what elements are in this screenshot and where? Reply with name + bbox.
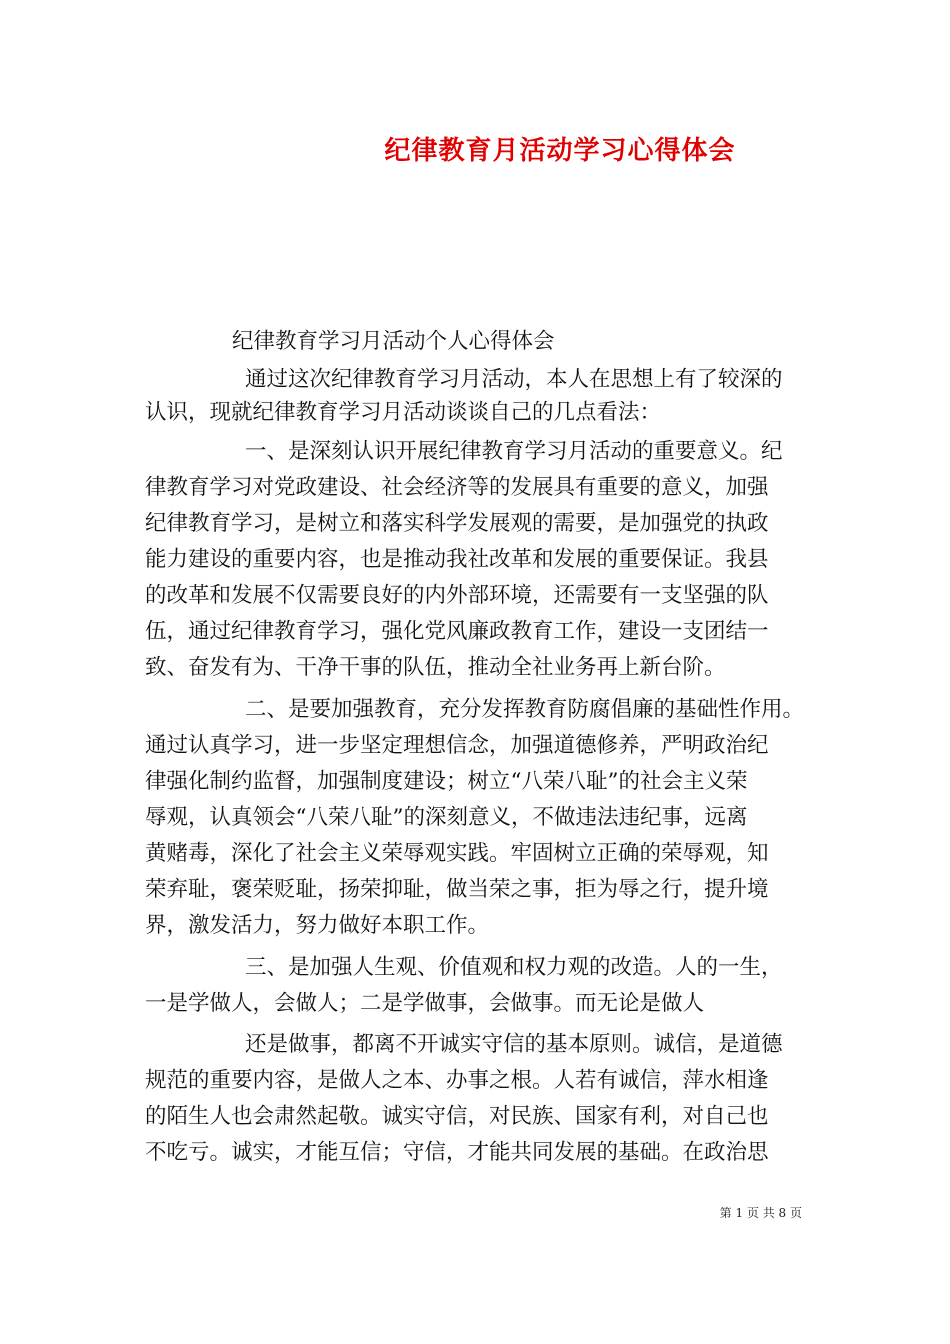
paragraph-line: 黄赌毒，深化了社会主义荣辱观实践。牢固树立正确的荣辱观，知 [145, 841, 769, 866]
paragraph-line: 规范的重要内容，是做人之本、办事之根。人若有诚信，萍水相逢 [145, 1068, 769, 1093]
paragraph-line: 认识，现就纪律教育学习月活动谈谈自己的几点看法： [145, 400, 662, 425]
page-footer: 第 1 页 共 8 页 [719, 1206, 802, 1220]
paragraph-line: 能力建设的重要内容，也是推动我社改革和发展的重要保证。我县 [145, 547, 769, 572]
paragraph-line: 界，激发活力，努力做好本职工作。 [145, 913, 490, 938]
paragraph-line: 律强化制约监督，加强制度建设；树立“八荣八耻”的社会主义荣 [145, 769, 748, 794]
paragraph-line: 辱观，认真领会“八荣八耻”的深刻意义，不做违法违纪事，远离 [145, 805, 748, 830]
paragraph-line: 荣弃耻，褒荣贬耻，扬荣抑耻，做当荣之事，拒为辱之行，提升境 [145, 877, 769, 902]
paragraph-line: 纪律教育学习，是树立和落实科学发展观的需要，是加强党的执政 [145, 511, 769, 536]
document-title: 纪律教育月活动学习心得体会 [384, 136, 736, 166]
paragraph-line: 致、奋发有为、干净干事的队伍，推动全社业务再上新台阶。 [145, 655, 726, 680]
paragraph-line: 二、是要加强教育，充分发挥教育防腐倡廉的基础性作用。 [245, 697, 805, 722]
paragraph-line: 一、是深刻认识开展纪律教育学习月活动的重要意义。纪 [245, 439, 783, 464]
paragraph-line: 一是学做人，会做人；二是学做事，会做事。而无论是做人 [145, 991, 705, 1016]
paragraph-line: 三、是加强人生观、价值观和权力观的改造。人的一生， [245, 955, 783, 980]
document-subtitle: 纪律教育学习月活动个人心得体会 [232, 329, 555, 354]
paragraph-line: 律教育学习对党政建设、社会经济等的发展具有重要的意义，加强 [145, 475, 769, 500]
paragraph-line: 的改革和发展不仅需要良好的内外部环境，还需要有一支坚强的队 [145, 583, 769, 608]
paragraph-line: 通过这次纪律教育学习月活动，本人在思想上有了较深的 [245, 367, 783, 392]
paragraph-line: 的陌生人也会肃然起敬。诚实守信，对民族、国家有利，对自己也 [145, 1104, 769, 1129]
paragraph-line: 通过认真学习，进一步坚定理想信念，加强道德修养，严明政治纪 [145, 733, 769, 758]
paragraph-line: 还是做事，都离不开诚实守信的基本原则。诚信，是道德 [245, 1032, 783, 1057]
paragraph-line: 不吃亏。诚实，才能互信；守信，才能共同发展的基础。在政治思 [145, 1140, 769, 1165]
paragraph-line: 伍，通过纪律教育学习，强化党风廉政教育工作，建设一支团结一 [145, 619, 769, 644]
